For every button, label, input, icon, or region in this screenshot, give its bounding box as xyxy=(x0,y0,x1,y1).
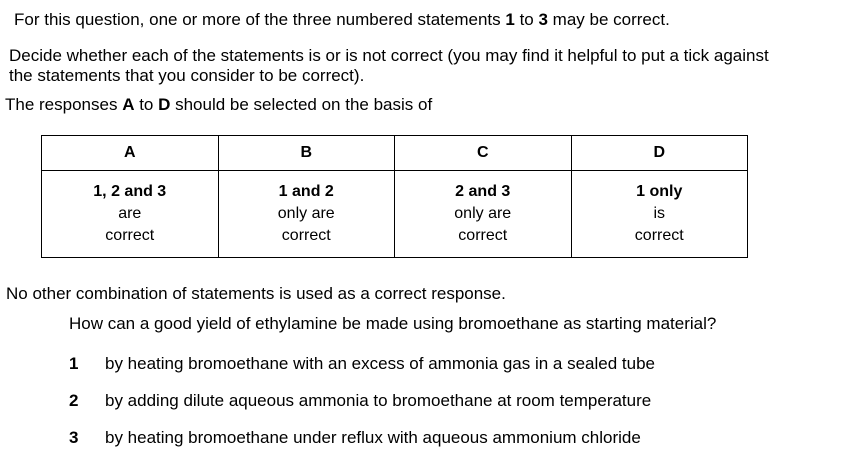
basis-text: The responses xyxy=(5,95,123,114)
key-meaning-b-verb: only are xyxy=(277,205,335,222)
key-header-row xyxy=(42,136,748,171)
statement-text: by heating bromoethane with an excess of ammonia gas in a sealed tube xyxy=(105,354,656,373)
key-meaning-c-correct: correct xyxy=(458,227,508,244)
decide-instruction-line-2: the statements that you consider to be correct). xyxy=(9,66,365,85)
statement-text: by heating bromoethane under reflux with aqueous ammonium chloride xyxy=(105,428,641,447)
decide-instruction-line-1: Decide whether each of the statements is or is not correct (you may find it helpful to put a tick against xyxy=(9,46,769,65)
key-letter-c: C xyxy=(395,136,572,171)
key-meaning-a xyxy=(42,171,219,258)
key-letter-b: B xyxy=(218,136,395,171)
intro-connector: to xyxy=(514,10,539,29)
key-meaning-c-verb: only are xyxy=(454,205,512,222)
key-meaning-row xyxy=(42,171,748,258)
key-meaning-d-correct: correct xyxy=(634,227,684,244)
statement-text: by adding dilute aqueous ammonia to bromoethane at room temperature xyxy=(105,391,652,410)
intro-first-number: 1 xyxy=(505,10,515,29)
key-meaning-c-statements: 2 and 3 xyxy=(455,183,511,200)
key-meaning-b-statements: 1 and 2 xyxy=(278,183,334,200)
key-meaning-d xyxy=(571,171,748,258)
intro-instruction xyxy=(14,10,670,30)
question-stem: How can a good yield of ethylamine be made using bromoethane as starting material? xyxy=(69,314,717,333)
basis-instruction xyxy=(5,95,432,115)
response-key-table xyxy=(41,135,748,258)
basis-ending: should be selected on the basis of xyxy=(170,95,433,114)
basis-connector: to xyxy=(134,95,159,114)
no-other-combination-note: No other combination of statements is used as a correct response. xyxy=(6,284,506,303)
statement-number: 1 xyxy=(69,354,79,373)
key-meaning-a-correct: correct xyxy=(105,227,155,244)
key-meaning-d-statements: 1 only xyxy=(636,183,683,200)
statement-number: 2 xyxy=(69,391,79,410)
key-letter-a: A xyxy=(42,136,219,171)
key-meaning-b xyxy=(218,171,395,258)
intro-text: For this question, one or more of the three numbered statements xyxy=(14,10,506,29)
key-meaning-a-verb: are xyxy=(118,205,142,222)
key-letter-d: D xyxy=(571,136,748,171)
statement-number: 3 xyxy=(69,428,79,447)
basis-first-letter: A xyxy=(122,95,135,114)
key-meaning-b-correct: correct xyxy=(281,227,331,244)
basis-last-letter: D xyxy=(158,95,171,114)
key-meaning-d-verb: is xyxy=(653,205,666,222)
key-meaning-c xyxy=(395,171,572,258)
key-meaning-a-statements: 1, 2 and 3 xyxy=(93,183,167,200)
intro-ending: may be correct. xyxy=(547,10,670,29)
intro-last-number: 3 xyxy=(538,10,548,29)
